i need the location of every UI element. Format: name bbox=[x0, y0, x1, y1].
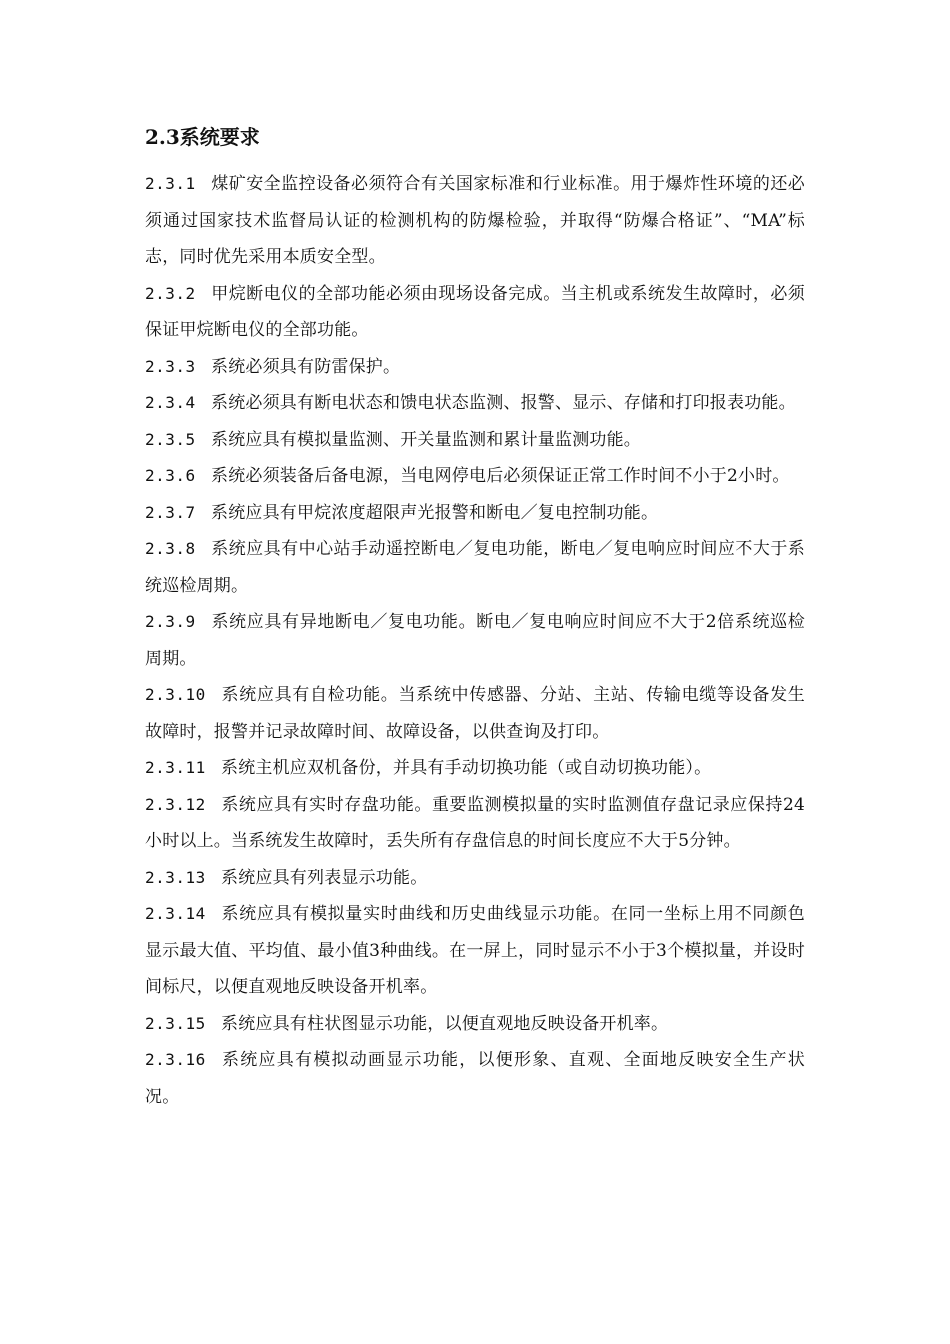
requirement-paragraph bbox=[145, 604, 805, 677]
clause-number: 2.3.14 bbox=[145, 904, 206, 923]
clause-number: 2.3.6 bbox=[145, 466, 196, 485]
clause-number: 2.3.11 bbox=[145, 758, 206, 777]
clause-number: 2.3.5 bbox=[145, 429, 196, 449]
clause-number: 2.3.8 bbox=[145, 539, 196, 558]
requirement-paragraph bbox=[145, 750, 805, 787]
clause-text: 甲烷断电仪的全部功能必须由现场设备完成。当主机或系统发生故障时，必须保证甲烷断电仪的全部功能。 bbox=[145, 283, 805, 340]
clause-text: 系统应具有实时存盘功能。重要监测模拟量的实时监测值存盘记录应保持24小时以上。当系统发生故障时，丢失所有存盘信息的时间长度应不大于5分钟。 bbox=[145, 794, 805, 851]
clause-number: 2.3.9 bbox=[145, 612, 196, 631]
requirement-paragraph bbox=[145, 495, 805, 532]
clause-text: 系统必须具有断电状态和馈电状态监测、报警、显示、存储和打印报表功能。 bbox=[211, 393, 796, 413]
requirement-paragraph bbox=[145, 677, 805, 750]
clause-text: 系统必须装备后备电源，当电网停电后必须保证正常工作时间不小于2小时。 bbox=[211, 466, 790, 486]
requirement-paragraph bbox=[145, 1042, 805, 1115]
section-title: 2.3系统要求 bbox=[145, 125, 260, 149]
requirement-paragraph bbox=[145, 531, 805, 604]
clause-number: 2.3.3 bbox=[145, 356, 196, 376]
clause-number: 2.3.16 bbox=[145, 1050, 206, 1069]
clause-number: 2.3.15 bbox=[145, 1013, 206, 1033]
document-body bbox=[145, 122, 805, 1115]
clause-text: 系统应具有中心站手动遥控断电／复电功能，断电／复电响应时间应不大于系统巡检周期。 bbox=[145, 539, 805, 596]
requirement-paragraph bbox=[145, 458, 805, 495]
clause-number: 2.3.7 bbox=[145, 502, 196, 522]
clause-number: 2.3.1 bbox=[145, 174, 196, 193]
clause-text: 系统应具有甲烷浓度超限声光报警和断电／复电控制功能。 bbox=[211, 502, 659, 523]
requirement-paragraph bbox=[145, 385, 805, 422]
requirement-paragraph bbox=[145, 1006, 805, 1043]
clause-text: 系统应具有柱状图显示功能，以便直观地反映设备开机率。 bbox=[221, 1013, 669, 1034]
clause-text: 系统应具有模拟动画显示功能，以便形象、直观、全面地反映安全生产状况。 bbox=[145, 1050, 805, 1107]
clause-text: 煤矿安全监控设备必须符合有关国家标准和行业标准。用于爆炸性环境的还必须通过国家技术监督局认证的检测机构的防爆检验，并取得“防爆合格证”、“MA”标志，同时优先采用本质安全型。 bbox=[145, 174, 805, 267]
clause-text: 系统应具有异地断电／复电功能。断电／复电响应时间应不大于2倍系统巡检周期。 bbox=[145, 612, 805, 669]
requirement-paragraph bbox=[145, 787, 805, 860]
clause-number: 2.3.13 bbox=[145, 867, 206, 887]
clause-number: 2.3.10 bbox=[145, 685, 206, 704]
clause-text: 系统应具有列表显示功能。 bbox=[221, 867, 428, 888]
clause-text: 系统应具有模拟量监测、开关量监测和累计量监测功能。 bbox=[211, 429, 641, 450]
requirement-paragraph bbox=[145, 860, 805, 897]
requirement-paragraph bbox=[145, 896, 805, 1006]
requirement-paragraph bbox=[145, 276, 805, 349]
clause-number: 2.3.12 bbox=[145, 794, 206, 814]
requirement-paragraph bbox=[145, 166, 805, 276]
clause-text: 系统应具有模拟量实时曲线和历史曲线显示功能。在同一坐标上用不同颜色显示最大值、平均值、最小值3种曲线。在一屏上，同时显示不小于3个模拟量，并设时间标尺，以便直观地反映设备开机率。 bbox=[145, 904, 805, 997]
clause-number: 2.3.2 bbox=[145, 283, 196, 303]
requirement-paragraph bbox=[145, 349, 805, 386]
clause-text: 系统必须具有防雷保护。 bbox=[211, 356, 401, 377]
requirement-paragraph bbox=[145, 422, 805, 459]
clause-number: 2.3.4 bbox=[145, 393, 196, 412]
clause-text: 系统应具有自检功能。当系统中传感器、分站、主站、传输电缆等设备发生故障时，报警并记录故障时间、故障设备，以供查询及打印。 bbox=[145, 685, 805, 742]
clause-text: 系统主机应双机备份，并具有手动切换功能（或自动切换功能）。 bbox=[221, 758, 712, 778]
